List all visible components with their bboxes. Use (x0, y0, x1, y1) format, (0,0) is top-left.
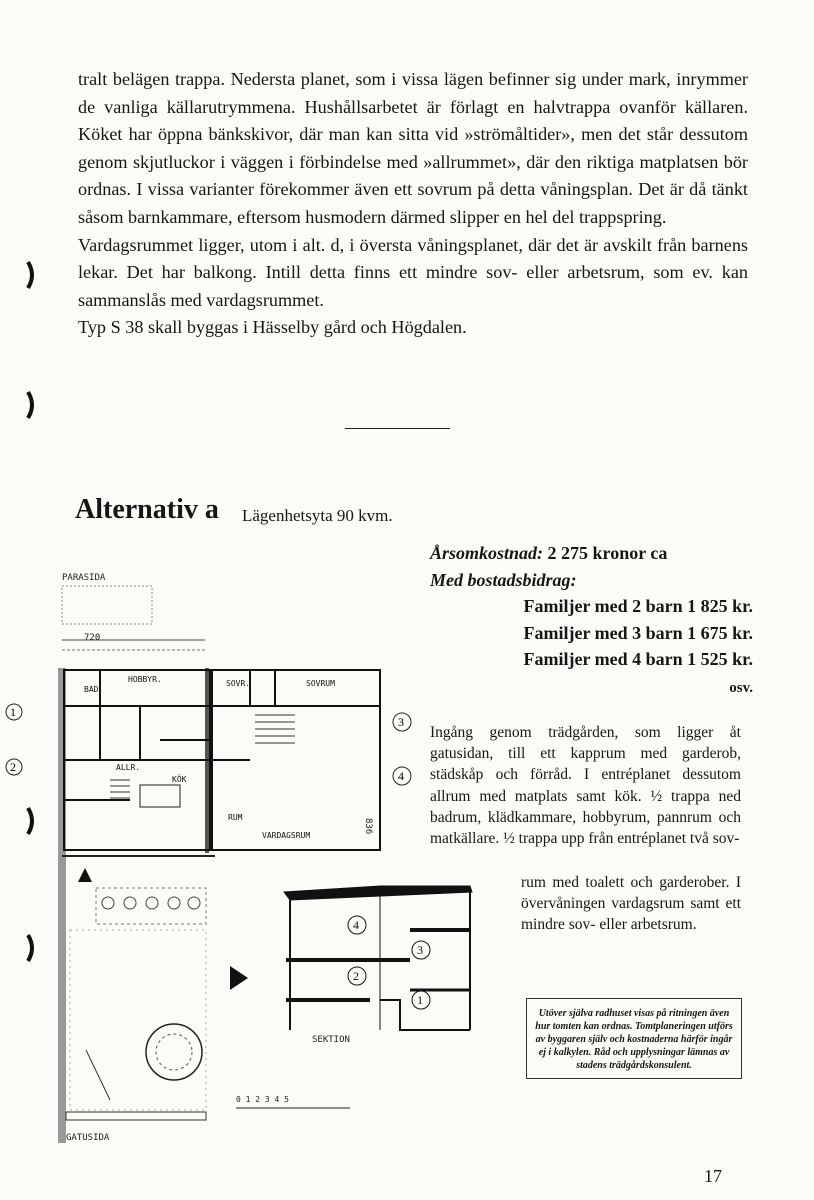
parasida-terrace (62, 586, 152, 624)
svg-text:2: 2 (10, 760, 16, 774)
svg-text:4: 4 (398, 769, 404, 783)
svg-text:2: 2 (353, 969, 359, 983)
dining-table (140, 785, 180, 807)
section-arrow (230, 966, 248, 990)
intro-paragraph-1: tralt belägen trappa. Nedersta planet, som i vissa lägen befinner sig under mark, inrymmer de vanliga källarutrymmena. Hushållsarbetet är förlagt en halvtrappa ovanför källaren. Köket har öppna bänkskivor, där man kan sitta vid »strömåltider», men det står dessutom genom skjutluckor i väggen i förbindelse med »allrummet», där den riktiga matplatsen bör ordnas. I vissa varianter förekommer även ett sovrum på detta våningsplan. Det är då tänkt såsom barnkammare, eftersom husmodern därmed slipper en hel del trappspring. (78, 69, 748, 227)
upper-floor-stairs (255, 715, 295, 743)
intro-paragraph-3: Typ S 38 skall byggas i Hässelby gård och Högdalen. (78, 317, 467, 338)
annual-cost-value: 2 275 kronor ca (547, 543, 668, 563)
family-cost-4: Familjer med 4 barn 1 525 kr. (523, 649, 753, 669)
lower-floor-plan (64, 670, 210, 850)
label-kok: KÖK (172, 775, 187, 784)
svg-text:3: 3 (417, 943, 423, 957)
width-dimension: 720 (84, 633, 101, 643)
upper-floor-plan (212, 670, 380, 850)
depth-dimension: 836 (363, 818, 373, 835)
label-rum: RUM (228, 813, 243, 822)
label-sovr: SOVR. (226, 679, 251, 688)
svg-text:1: 1 (417, 993, 423, 1007)
family-cost-2: Familjer med 2 barn 1 825 kr. (523, 596, 753, 616)
level-markers-left (6, 704, 22, 775)
scale-bar (236, 1095, 350, 1108)
subsidy-label: Med bostadsbidrag: (430, 569, 577, 590)
etc-text: osv. (729, 679, 753, 696)
section-label: SEKTION (312, 1035, 350, 1045)
family-cost-3: Familjer med 3 barn 1 675 kr. (523, 622, 753, 643)
svg-text:0 1 2 3 4 5: 0 1 2 3 4 5 (236, 1095, 289, 1104)
label-allr: ALLR. (116, 763, 141, 772)
garden-note-box: Utöver själva radhuset visas på ritningen även hur tomten kan ordnas. Tomtplaneringen utförs av byggaren själv och kostnaderna härför ingår ej i kalkylen. Råd och upplysningar lämnas av stadens trädgårdskonsulent. (526, 998, 742, 1079)
label-bad: BAD (84, 685, 99, 694)
label-vardagsrum: VARDAGSRUM (262, 831, 311, 840)
page-number: 17 (704, 1166, 722, 1186)
svg-text:1: 1 (10, 705, 16, 719)
section-drawing (284, 886, 472, 1030)
lower-floor-stairs (110, 780, 130, 798)
parasida-label: PARASIDA (62, 573, 106, 583)
binder-marks (28, 262, 32, 961)
description-text: Ingång genom trädgården, som ligger åt gatusidan, till ett kapprum med garderob, städskåp och förråd. I entréplanet dessutom allrum med matplats samt kök. ½ trappa ned badrum, klädkammare, hobbyrum, pannrum och matkällare. ½ trappa upp från entréplanet två sov- (430, 724, 741, 848)
svg-text:4: 4 (353, 918, 359, 932)
intro-paragraph-2: Vardagsrummet ligger, utom i alt. d, i översta våningsplanet, där det är avskilt från barnens lekar. Det har balkong. Intill detta finns ett mindre sov- eller arbetsrum, som ev. kan sammanslås med vardagsrummet. (78, 234, 748, 310)
description-text-continued: rum med toalett och garderober. I övervåningen vardagsrum samt ett mindre sov- eller arbetsrum. (521, 874, 741, 934)
svg-text:3: 3 (398, 715, 404, 729)
gatusida-label: GATUSIDA (66, 1133, 110, 1143)
garden-plan (62, 856, 215, 1120)
label-hobbyr: HOBBYR. (128, 675, 162, 684)
garden-tree (146, 1024, 202, 1080)
level-markers-right (393, 713, 411, 785)
apartment-area: Lägenhetsyta 90 kvm. (242, 506, 393, 525)
label-sovrum: SOVRUM (306, 679, 335, 688)
annual-cost-label: Årsomkostnad: (430, 543, 544, 563)
alternative-title: Alternativ a (75, 494, 219, 525)
